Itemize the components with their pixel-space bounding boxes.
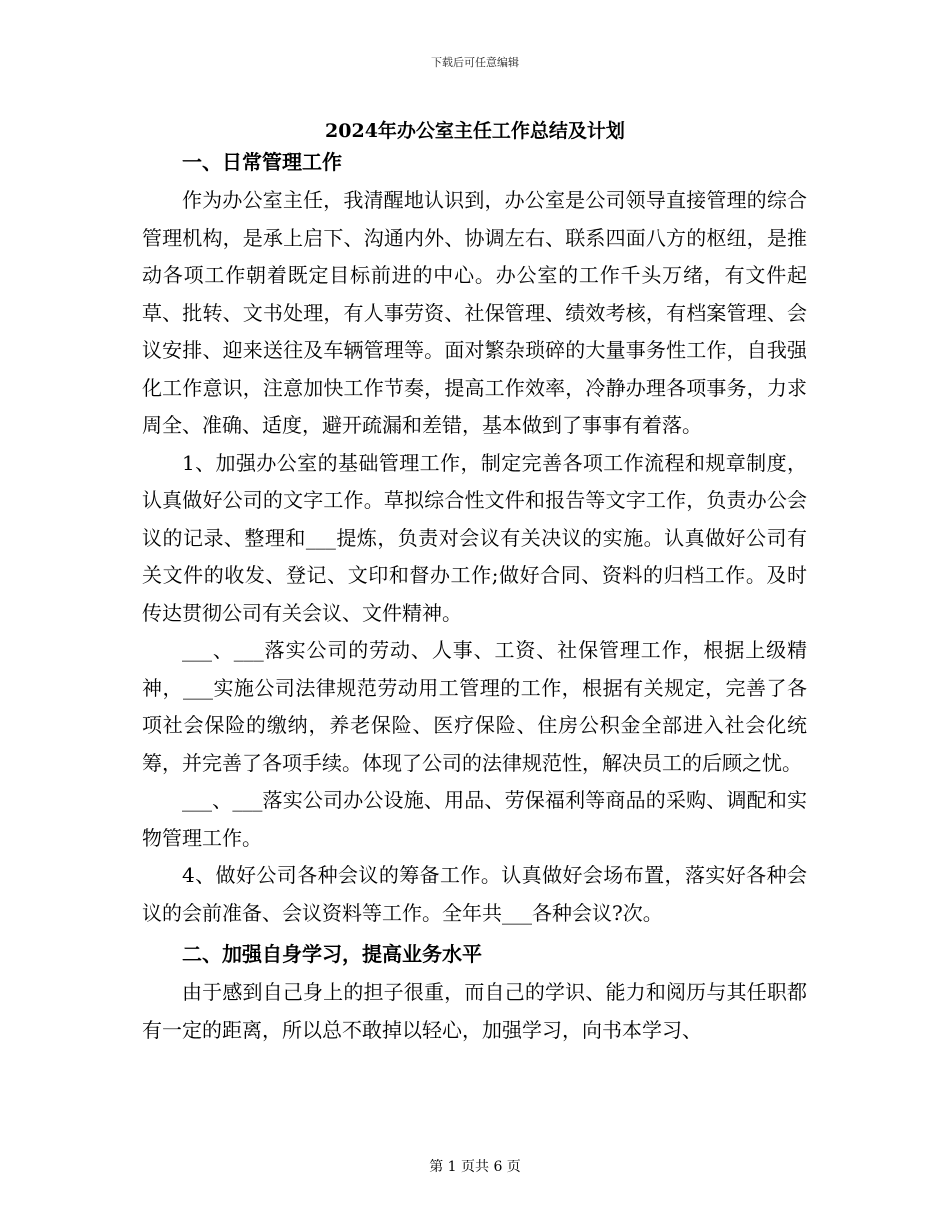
header-note: 下载后可任意编辑 [431, 56, 519, 69]
paragraph: 由于感到自己身上的担子很重，而自己的学识、能力和阅历与其任职都有一定的距离，所以总不敢掉以轻心，加强学习，向书本学习、 [142, 980, 807, 1042]
paragraph: 1、加强办公室的基础管理工作，制定完善各项工作流程和规章制度，认真做好公司的文字工作。草拟综合性文件和报告等文字工作，负责办公会议的记录、整理和___提炼，负责对会议有关决议的实施。认真做好公司有关文件的收发、登记、文印和督办工作;做好合同、资料的归档工作。及时传达贯彻公司有关会议、文件精神。 [142, 450, 807, 625]
paragraph: ___、___落实公司的劳动、人事、工资、社保管理工作，根据上级精神，___实施公司法律规范劳动用工管理的工作，根据有关规定，完善了各项社会保险的缴纳，养老保险、医疗保险、住房公积金全部进入社会化统筹，并完善了各项手续。体现了公司的法律规范性，解决员工的后顾之忧。 [142, 638, 807, 775]
document-title: 2024年办公室主任工作总结及计划 [325, 120, 625, 142]
section-heading: 二、加强自身学习，提高业务水平 [182, 942, 482, 966]
document-body [142, 142, 807, 1049]
section-heading: 一、日常管理工作 [182, 150, 342, 174]
paragraph: 作为办公室主任，我清醒地认识到，办公室是公司领导直接管理的综合管理机构，是承上启下、沟通内外、协调左右、联系四面八方的枢纽，是推动各项工作朝着既定目标前进的中心。办公室的工作千头万绪，有文件起草、批转、文书处理，有人事劳资、社保管理、绩效考核，有档案管理、会议安排、迎来送往及车辆管理等。面对繁杂琐碎的大量事务性工作，自我强化工作意识，注意加快工作节奏，提高工作效率，冷静办理各项事务，力求周全、准确、适度，避开疏漏和差错，基本做到了事事有着落。 [142, 188, 807, 437]
page-footer: 第 1 页共 6 页 [429, 1159, 521, 1175]
paragraph: ___、___落实公司办公设施、用品、劳保福利等商品的采购、调配和实物管理工作。 [142, 788, 807, 850]
paragraph: 4、做好公司各种会议的筹备工作。认真做好会场布置，落实好各种会议的会前准备、会议资料等工作。全年共___各种会议?次。 [142, 863, 807, 925]
